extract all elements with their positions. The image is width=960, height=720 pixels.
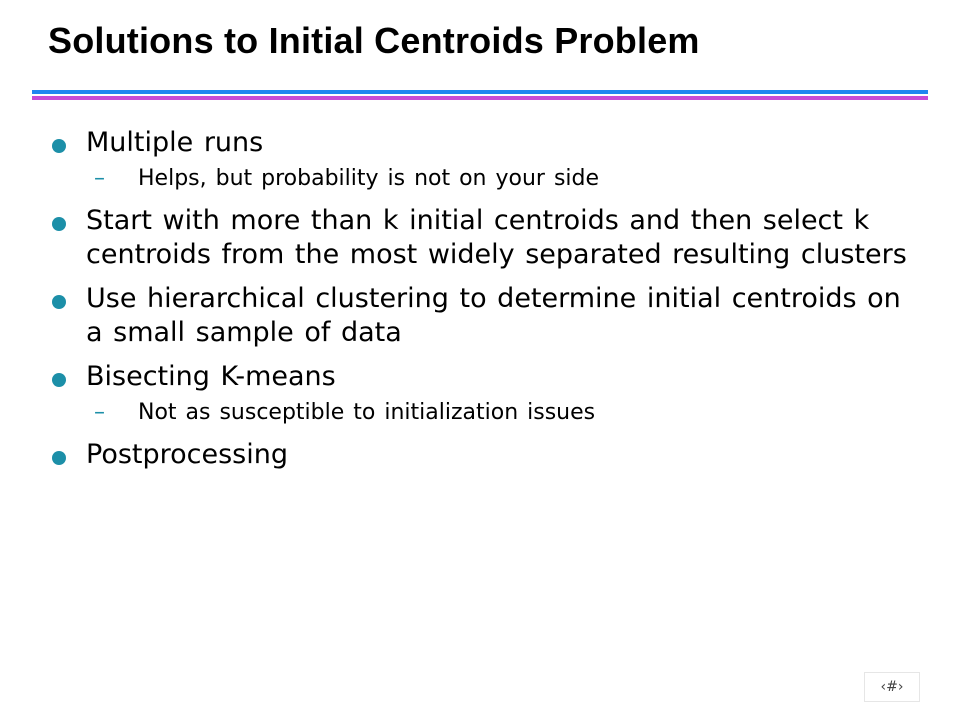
- bullet-item: [52, 204, 912, 272]
- title-divider-bottom: [32, 96, 928, 100]
- bullet-dot-icon: [52, 295, 66, 309]
- title-divider-top: [32, 90, 928, 94]
- bullet-text: Multiple runs: [86, 127, 264, 158]
- bullet-item: [52, 360, 912, 428]
- dash-icon: –: [94, 400, 105, 425]
- bullet-text: Bisecting K-means: [86, 361, 336, 392]
- dash-icon: –: [94, 166, 105, 191]
- bullet-dot-icon: [52, 139, 66, 153]
- bullet-dot-icon: [52, 373, 66, 387]
- bullet-dot-icon: [52, 451, 66, 465]
- bullet-text: Start with more than k initial centroids and then select k centroids from the most widely separated resulting clusters: [86, 205, 907, 270]
- bullet-item: [52, 126, 912, 194]
- bullet-item: [52, 282, 912, 350]
- bullet-text: Postprocessing: [86, 439, 288, 470]
- slide-title: Solutions to Initial Centroids Problem: [48, 20, 700, 61]
- sub-bullet: [86, 164, 912, 194]
- bullet-text: Use hierarchical clustering to determine initial centroids on a small sample of data: [86, 283, 901, 348]
- bullet-item: [52, 438, 912, 472]
- bullet-dot-icon: [52, 217, 66, 231]
- sub-bullet-text: Helps, but probability is not on your side: [138, 166, 600, 191]
- sub-bullet-text: Not as susceptible to initialization issues: [138, 400, 596, 425]
- slide-number: ‹#›: [864, 672, 920, 702]
- sub-bullet: [86, 398, 912, 428]
- bullet-list: [52, 126, 912, 482]
